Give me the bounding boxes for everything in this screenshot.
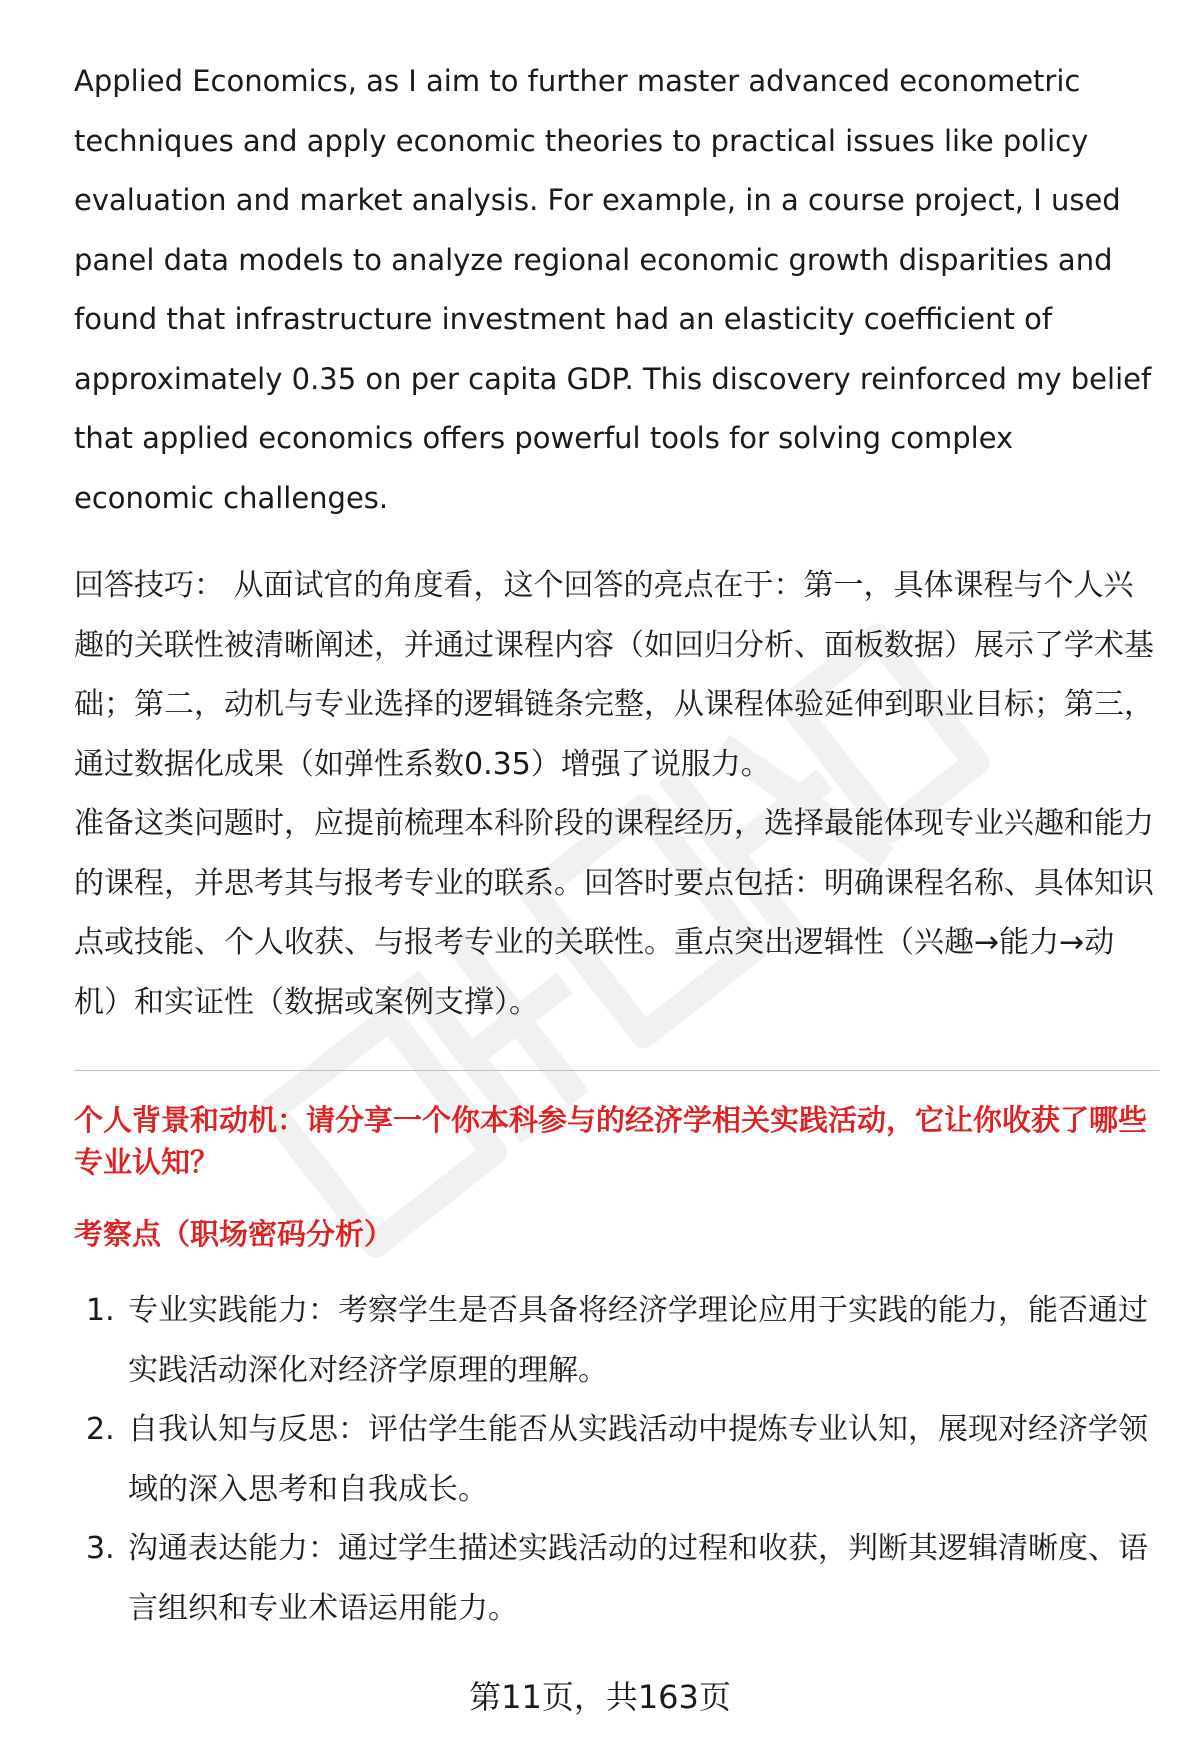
list-item xyxy=(74,1281,1159,1400)
list-item xyxy=(74,1400,1159,1519)
list-item-text: 专业实践能力：考察学生是否具备将经济学理论应用于实践的能力，能否通过实践活动深化对经济学原理的理解。 xyxy=(128,1293,1148,1388)
list-item-text: 自我认知与反思：评估学生能否从实践活动中提炼专业认知，展现对经济学领域的深入思考和自我成长。 xyxy=(128,1412,1148,1507)
assessment-list xyxy=(74,1281,1159,1638)
list-item-text: 沟通表达能力：通过学生描述实践活动的过程和收获，判断其逻辑清晰度、语言组织和专业术语运用能力。 xyxy=(128,1531,1148,1626)
list-item xyxy=(74,1519,1159,1638)
question-heading: 个人背景和动机：请分享一个你本科参与的经济学相关实践活动，它让你收获了哪些专业认知？ xyxy=(74,1103,1148,1179)
list-item-number: 1. xyxy=(86,1293,115,1328)
assessment-heading: 考察点（职场密码分析） xyxy=(74,1217,394,1251)
tips-paragraph: 回答技巧： 从面试官的角度看，这个回答的亮点在于：第一，具体课程与个人兴趣的关联性被清晰阐述，并通过课程内容（如回归分析、面板数据）展示了学术基础；第二，动机与专业选择的逻辑链条完整，从课程体验延伸到职业目标；第三，通过数据化成果（如弹性系数0.35）增强了说服力。 xyxy=(74,568,1154,782)
document-page xyxy=(74,52,1159,1638)
list-item-number: 2. xyxy=(86,1412,115,1447)
list-item-number: 3. xyxy=(86,1531,115,1566)
intro-paragraph: Applied Economics, as I aim to further master advanced econometric techniques and apply economic theories to practical issues like policy evaluation and market analysis. For example, in a course project, I used panel data models to analyze regional economic growth disparities and found that infrastructure investment had an elasticity coefficient of approximately 0.35 on per capita GDP. This discovery reinforced my belief that applied economics offers powerful tools for solving complex economic challenges. xyxy=(74,64,1152,515)
prep-paragraph: 准备这类问题时，应提前梳理本科阶段的课程经历，选择最能体现专业兴趣和能力的课程，并思考其与报考专业的联系。回答时要点包括：明确课程名称、具体知识点或技能、个人收获、与报考专业的关联性。重点突出逻辑性（兴趣→能力→动机）和实证性（数据或案例支撑）。 xyxy=(74,806,1154,1020)
section-divider xyxy=(74,1070,1159,1071)
page-number-footer: 第11页，共163页 xyxy=(469,1678,731,1716)
